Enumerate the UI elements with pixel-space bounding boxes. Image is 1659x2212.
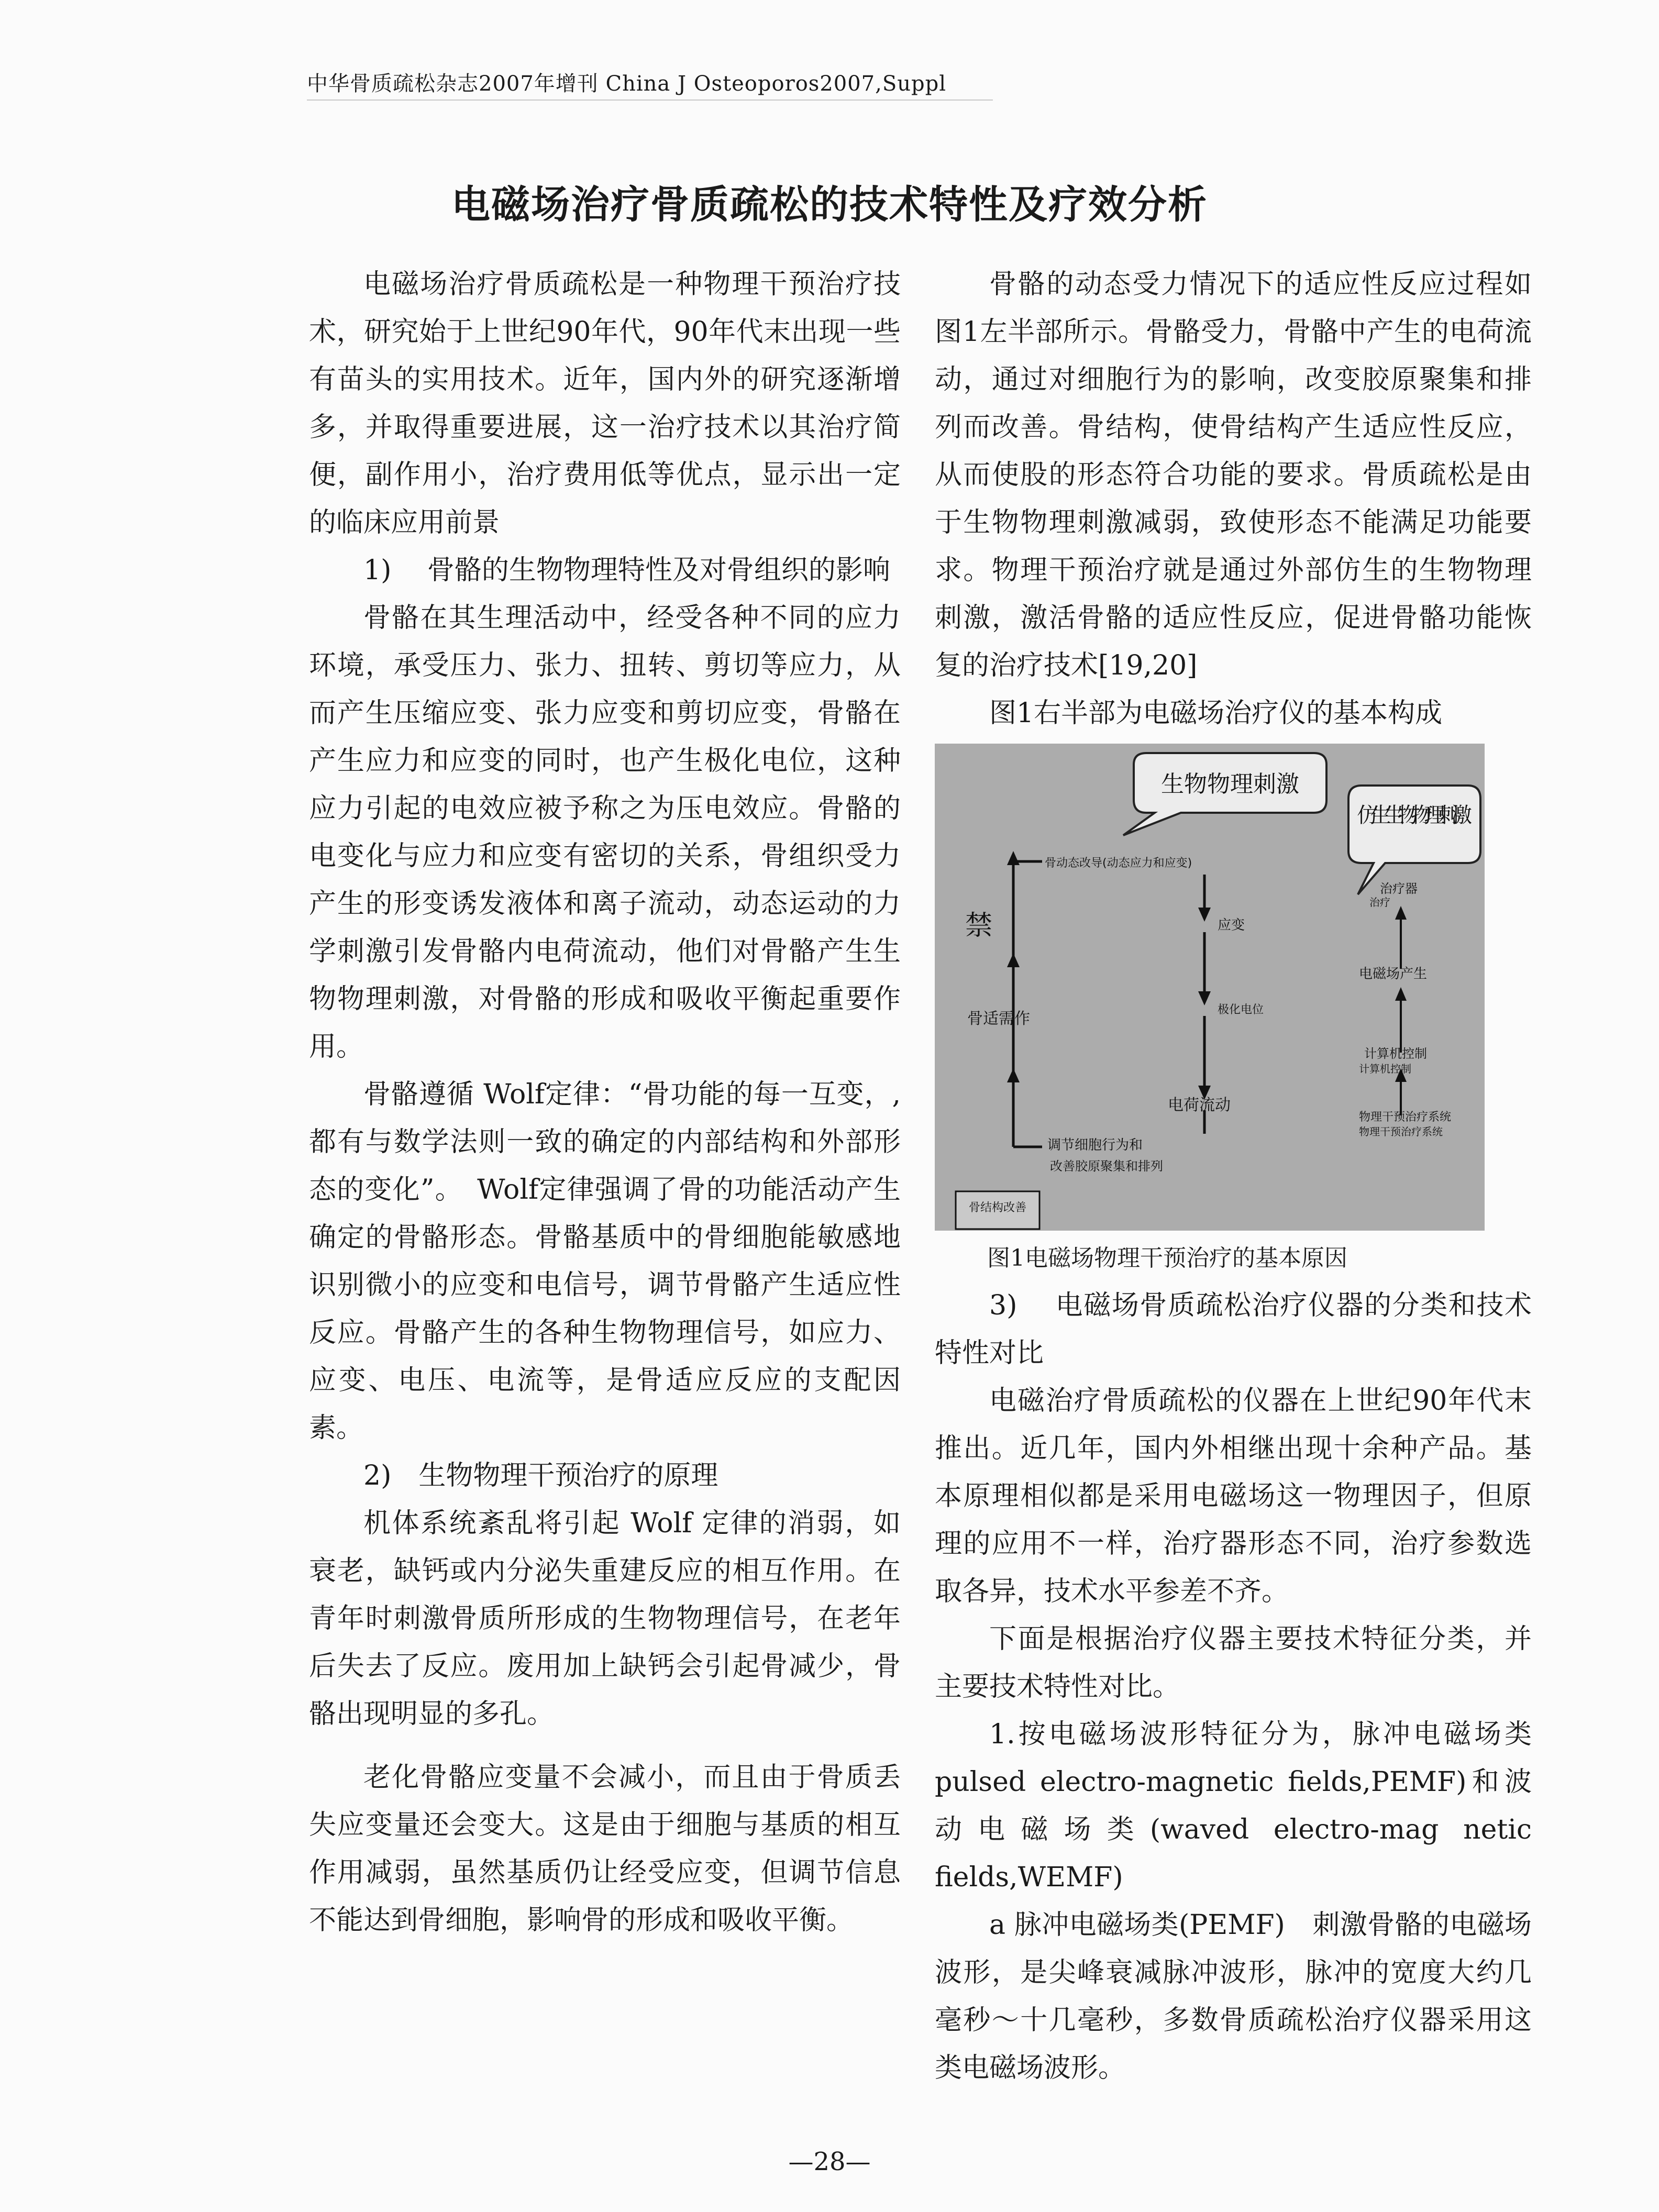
header-divider xyxy=(307,99,993,101)
figure-1 xyxy=(935,744,1485,1231)
left-column xyxy=(309,261,901,1944)
figure-1-diagram xyxy=(935,744,1485,1231)
paragraph-wolf-law: 骨骼遵循 Wolf定律：“骨功能的每一互变，,都有与数学法则一致的确定的内部结构和外部形态的变化”。 Wolf定律强调了骨的功能活动产生确定的骨骼形态。骨骼基质中的骨细胞能敏感地识别微小的应变和电信号，调节骨骼产生适应性反应。骨骼产生的各种生物物理信号，如应力、应变、电压、电流等，是骨适应反应的支配因素。 xyxy=(309,1079,901,1444)
diagram-side-char: 禁 xyxy=(965,910,993,942)
running-header: 中华骨质疏松杂志2007年增刊 China J Osteoporos2007,Suppl xyxy=(307,72,946,96)
diagram-corner-label: 骨结构改善 xyxy=(968,1201,1027,1214)
paragraph-piezoelectric: 骨骼在其生理活动中，经受各种不同的应力环境，承受压力、张力、扭转、剪切等应力，从而产生压缩应变、张力应变和剪切应变，骨骼在产生应力和应变的同时，也产生极化电位，这种应力引起的电效应被予称之为压电效应。骨骼的电变化与应力和应变有密切的关系，骨组织受力产生的形变诱发液体和离子流动，动态运动的力学刺激引发骨骼内电荷流动，他们对骨骼产生生物物理刺激，对骨骼的形成和吸收平衡起重要作用。 xyxy=(309,602,901,1063)
section-heading-2: 2) 生物物理干预治疗的原理 xyxy=(363,1460,718,1491)
diagram-node-em-generation: 电磁场产生 xyxy=(1359,966,1428,982)
diagram-node-charge-flow: 电荷流动 xyxy=(1168,1096,1231,1114)
paragraph-waveform-types: 1.按电磁场波形特征分为，脉冲电磁场类 pulsed electro-magnetic fields,PEMF)和波动电磁场类(waved electro-mag netic fields,WEMF) xyxy=(935,1719,1532,1893)
bubble-right-text: 仿生生物物理刺激 xyxy=(1357,803,1472,827)
paragraph-pemf: a 脉冲电磁场类(PEMF) 刺激骨骼的电磁场波形，是尖峰衰减脉冲波形，脉冲的宽度大约几毫秒～十几毫秒，多数骨质疏松治疗仪器采用这类电磁场波形。 xyxy=(935,1909,1532,2084)
figure-caption: 图1电磁场物理干预治疗的基本原因 xyxy=(987,1245,1347,1271)
page-number: —28— xyxy=(788,2147,871,2176)
diagram-node-therapy-device: 治疗器 xyxy=(1380,881,1418,896)
diagram-node-computer-control: 计算机控制 xyxy=(1364,1046,1427,1061)
article-title: 电磁场治疗骨质疏松的技术特性及疗效分析 xyxy=(451,182,1208,227)
diagram-node-polarization: 极化电位 xyxy=(1218,1003,1264,1016)
diagram-node-system: 物理干预治疗系统 xyxy=(1359,1111,1452,1124)
diagram-node-strain: 应变 xyxy=(1218,917,1245,933)
paragraph-intro: 电磁场治疗骨质疏松是一种物理干预治疗技术，研究始于上世纪90年代，90年代末出现一些有苗头的实用技术。近年，国内外的研究逐渐增多，并取得重要进展，这一治疗技术以其治疗简便，副作用小，治疗费用低等优点，显示出一定的临床应用前景 xyxy=(309,269,901,538)
diagram-side-label: 骨适需作 xyxy=(967,1010,1030,1028)
paragraph-classification: 下面是根据治疗仪器主要技术特征分类，并主要技术特性对比。 xyxy=(935,1623,1532,1702)
section-heading-1: 1) 骨骼的生物物理特性及对骨组织的影响 xyxy=(363,555,890,586)
paragraph-devices: 电磁治疗骨质疏松的仪器在上世纪90年代末推出。近几年，国内外相继出现十余种产品。基本原理相似都是采用电磁场这一物理因子，但原理的应用不一样，治疗器形态不同，治疗参数选取各异，技术水平参差不齐。 xyxy=(935,1385,1532,1607)
paragraph-aging: 老化骨骼应变量不会减小，而且由于骨质丢失应变量还会变大。这是由于细胞与基质的相互作用减弱，虽然基质仍让经受应变，但调节信息不能达到骨细胞，影响骨的形成和吸收平衡。 xyxy=(309,1762,901,1936)
paragraph-adaptive-response: 骨骼的动态受力情况下的适应性反应过程如图1左半部所示。骨骼受力，骨骼中产生的电荷流动，通过对细胞行为的影响，改变胶原聚集和排列而改善。骨结构，使骨结构产生适应性反应，从而使股的形态符合功能的要求。骨质疏松是由于生物物理刺激减弱，致使形态不能满足功能要求。物理干预治疗就是通过外部仿生的生物物理刺激，激活骨骼的适应性反应，促进骨骼功能恢复的治疗技术[19,20] xyxy=(935,269,1532,681)
paragraph-gap xyxy=(309,1738,901,1754)
bubble-left-text: 生物物理刺激 xyxy=(1161,771,1299,798)
diagram-node-dynamic-stress: 骨动态改导(动态应力和应变) xyxy=(1045,857,1192,870)
diagram-node-computer-control-sub: 计算机控制 xyxy=(1359,1063,1411,1075)
right-column xyxy=(935,261,1532,2092)
paragraph-figure-intro: 图1右半部为电磁场治疗仪的基本构成 xyxy=(989,698,1443,729)
diagram-node-cell-behavior: 调节细胞行为和 xyxy=(1047,1137,1143,1153)
paragraph-principle: 机体系统紊乱将引起 Wolf 定律的消弱，如衰老，缺钙或内分泌失重建反应的相互作用。在青年时刺激骨质所形成的生物物理信号，在老年后失去了反应。废用加上缺钙会引起骨减少，骨骼出现明显的多孔。 xyxy=(309,1508,901,1730)
diagram-node-system-sub: 物理干预治疗系统 xyxy=(1359,1125,1443,1138)
diagram-node-collagen: 改善胶原聚集和排列 xyxy=(1050,1159,1163,1174)
diagram-node-therapy: 治疗 xyxy=(1369,896,1390,909)
section-heading-3: 3) 电磁场骨质疏松治疗仪器的分类和技术特性对比 xyxy=(935,1290,1532,1369)
